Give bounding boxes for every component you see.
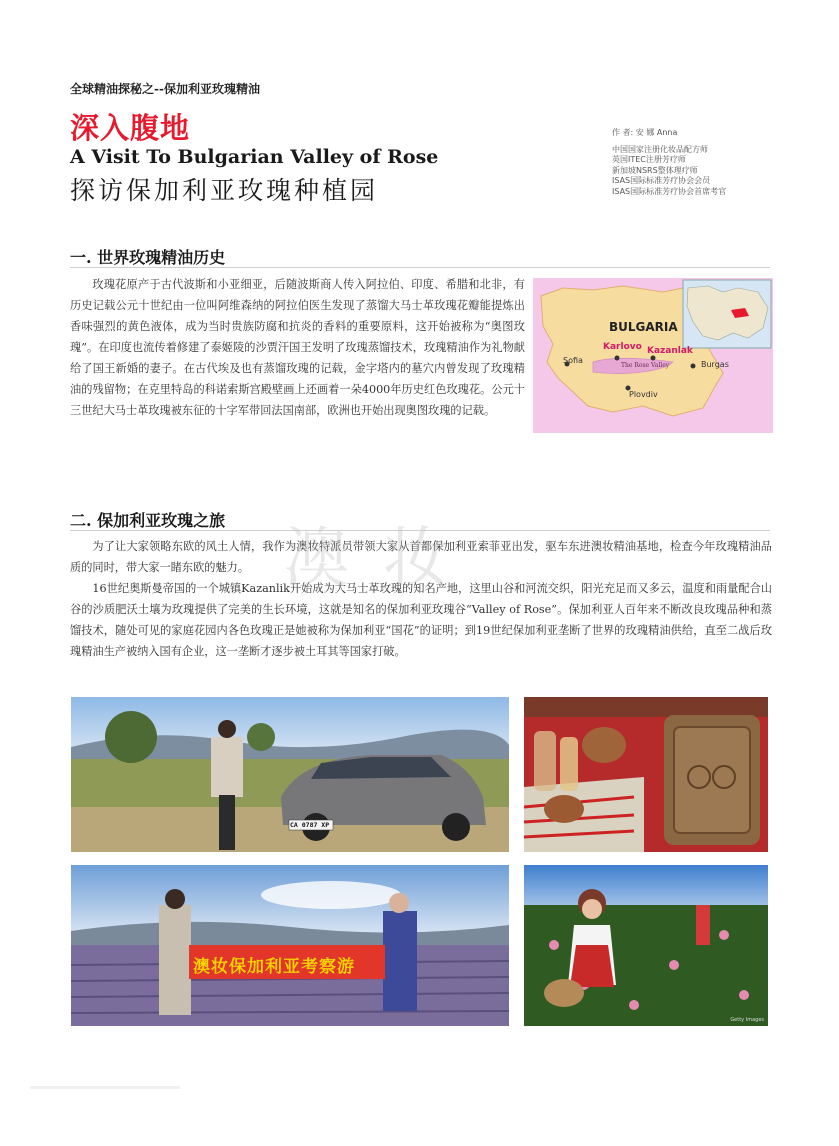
- map-sofia-label: Sofia: [563, 356, 583, 365]
- photo-banner-field: [71, 865, 509, 1026]
- section1-divider: [70, 267, 770, 268]
- author-credential: ISAS国际标准芳疗协会会员: [612, 176, 711, 185]
- section1-body: [70, 274, 525, 421]
- photo-credit: Getty Images: [730, 1017, 764, 1023]
- section2-paragraph: 为了让大家领略东欧的风土人情，我作为澳妆特派员带领大家从首都保加利亚索菲亚出发，驱车东进澳妆精油基地，检查今年玫瑰精油品质的同时，带大家一睹东欧的魅力。: [70, 540, 772, 574]
- photo-banner-scene: [71, 865, 509, 1026]
- author-credential: 中国国家注册化妆品配方师: [612, 144, 708, 154]
- author-credential: 英国ITEC注册芳疗师: [612, 155, 686, 164]
- section2-paragraph: 16世纪奥斯曼帝国的一个城镇Kazanlik开始成为大马士革玫瑰的知名产地，这里山谷和河流交织，阳光充足而又多云，温度和雨量配合山谷的沙质肥沃土壤为玫瑰提供了完美的生长环境，这就是知名的保加利亚玫瑰谷“Valley of Rose”。保加利亚人百年来不断改良玫瑰品种和蒸馏技术，随处可见的家庭花园内各色玫瑰正是她被称为保加利亚“国花”的证明；到19世纪保加利亚垄断了世界的玫瑰精油供给，直至二战后玫瑰精油生产被纳入国有企业，这一垄断才逐步被土耳其等国家打破。: [70, 582, 772, 658]
- banner-text: 澳妆保加利亚考察游: [193, 957, 355, 977]
- article-title-en: A Visit To Bulgarian Valley of Rose: [70, 146, 439, 168]
- series-title: 全球精油探秘之--保加利亚玫瑰精油: [70, 82, 260, 96]
- map-valley-label: The Rose Valley: [621, 362, 670, 369]
- author-block: [612, 128, 726, 197]
- map-burgas-label: Burgas: [701, 360, 729, 369]
- section1-heading: 一. 世界玫瑰精油历史: [70, 248, 226, 267]
- bulgaria-map: [533, 278, 773, 433]
- author-name: 作 者: 安 娜 Anna: [612, 128, 678, 137]
- watermark-text: 澳妆: [283, 520, 483, 597]
- article-subtitle: 探访保加利亚玫瑰种植园: [70, 176, 379, 205]
- article-title-cn: 深入腹地: [70, 111, 191, 145]
- author-credential: ISAS国际标准芳疗协会首席考官: [612, 186, 727, 196]
- section1-paragraph: 玫瑰花原产于古代波斯和小亚细亚，后随波斯商人传入阿拉伯、印度、希腊和北非，有历史记载公元十世纪由一位叫阿维森纳的阿拉伯医生发现了蒸馏大马士革玫瑰花瓣能提炼出香味强烈的黄色液体，成为当时贵族防腐和抗炎的香料的重要原料，这开始被称为“奥图玫瑰”。在印度也流传着修建了泰姬陵的沙贾汗国王发明了玫瑰蒸馏技术，玫瑰精油作为礼物献给了国王新婚的妻子。在古代埃及也有蒸馏玫瑰的记载，金字塔内的墓穴内曾发现了玫瑰精油的残留物；在克里特岛的科诺索斯宫殿壁画上还画着一朵4000年历史红色玫瑰花。公元十三世纪大马士革玫瑰被东征的十字军带回法国南部，欧洲也开始出现奥图玫瑰的记载。: [70, 278, 525, 417]
- map-kazanlak-label: Kazanlak: [647, 346, 693, 356]
- footer-bar: [30, 1086, 180, 1089]
- map-plovdiv-label: Plovdiv: [629, 390, 658, 399]
- map-karlovo-label: Karlovo: [603, 342, 642, 352]
- author-credential: 新加坡NSRS整体理疗师: [612, 165, 698, 175]
- section2-heading: 二. 保加利亚玫瑰之旅: [70, 511, 226, 530]
- license-plate: CA 0787 XP: [290, 821, 330, 829]
- photo-rose-picker: [524, 865, 768, 1026]
- photo-rose-picker-scene: [524, 865, 768, 1026]
- photo-car-field: [71, 697, 509, 852]
- map-country-label: BULGARIA: [609, 320, 678, 334]
- photo-rose-oil-scene: [524, 697, 768, 852]
- photo-rose-oil: [524, 697, 768, 852]
